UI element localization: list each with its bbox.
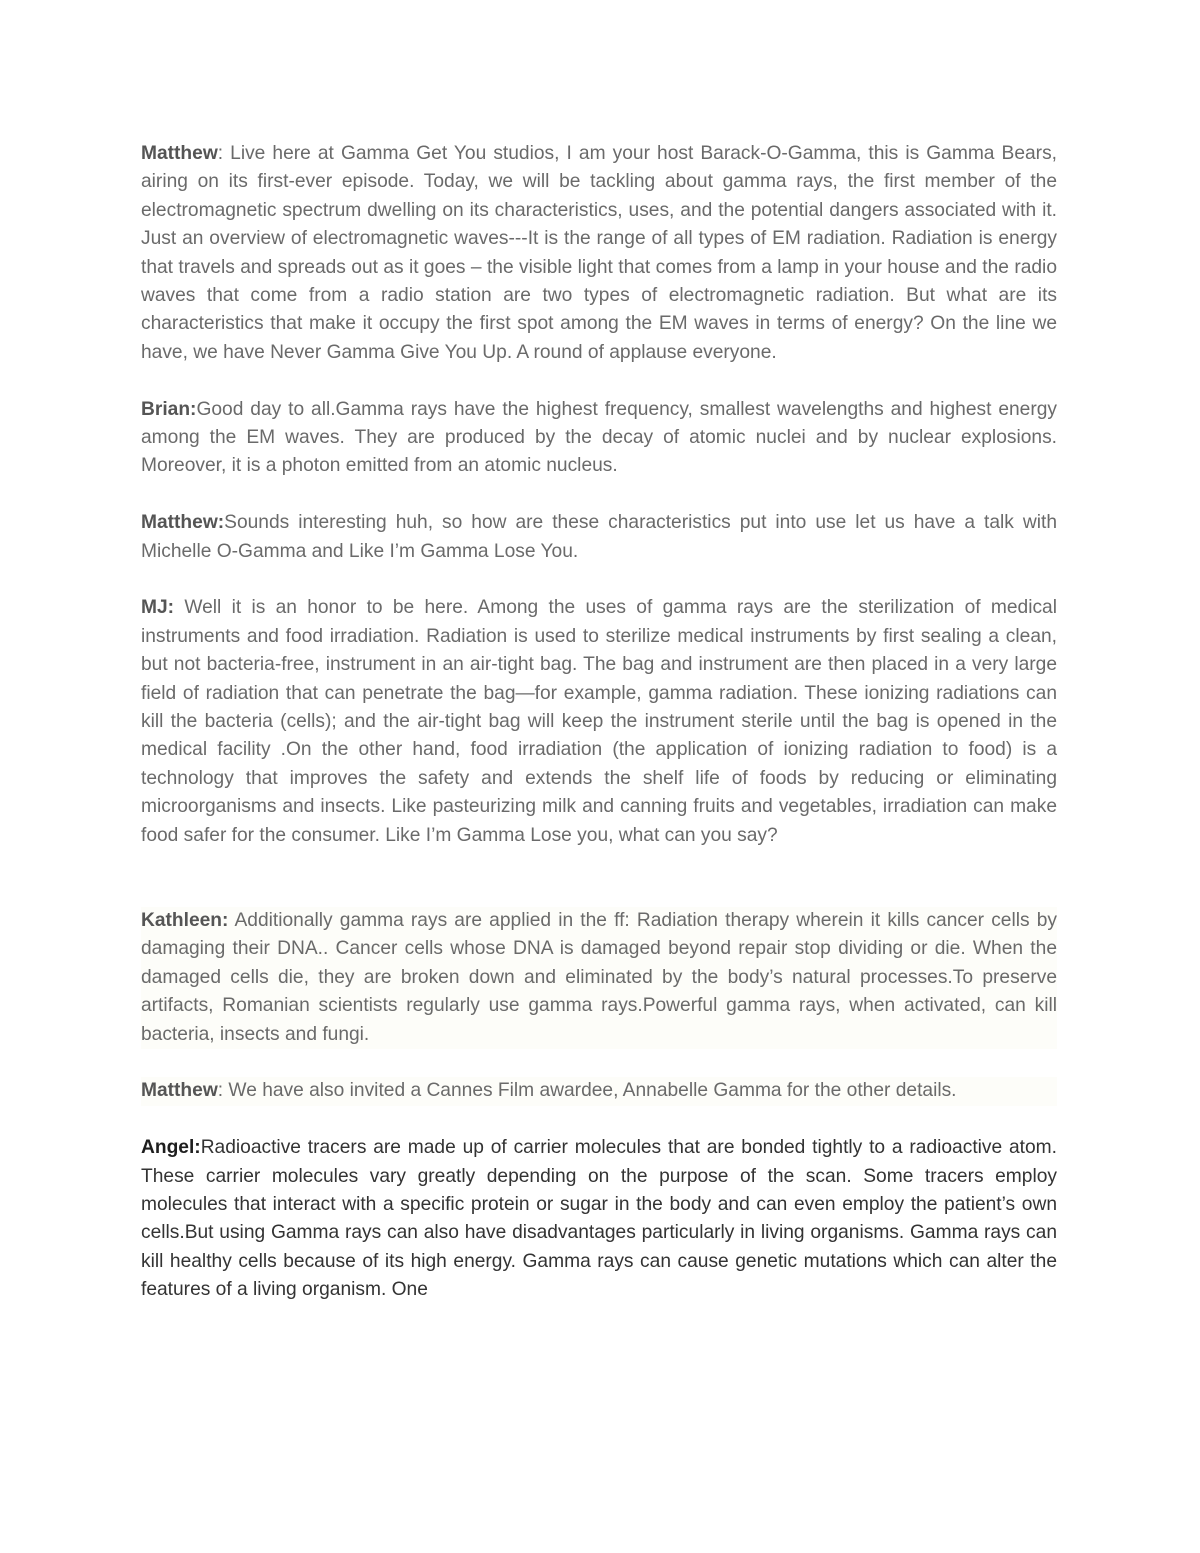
paragraph-spacer xyxy=(141,566,1057,594)
paragraph-matthew-question xyxy=(141,509,1057,566)
speaker-label: Kathleen: xyxy=(141,909,229,931)
paragraph-text: Good day to all.Gamma rays have the highest frequency, smallest wavelengths and highest energy among the EM waves. They are produced by the decay of atomic nuclei and by nuclear explosions. Moreover, it is a photon emitted from an atomic nucleus. xyxy=(141,398,1057,477)
paragraph-spacer xyxy=(141,850,1057,907)
speaker-separator: : xyxy=(217,1080,224,1102)
paragraph-text: Well it is an honor to be here. Among the uses of gamma rays are the sterilization of medical instruments and food irradiation. Radiation is used to sterilize medical instruments by first sealing a clean, but not bacteria-free, instrument in an air-tight bag. The bag and instrument are then placed in a very large field of radiation that can penetrate the bag—for example, gamma radiation. These ionizing radiations can kill the bacteria (cells); and the air-tight bag will keep the instrument sterile until the bag is opened in the medical facility .On the other hand, food irradiation (the application of ionizing radiation to food) is a technology that improves the safety and extends the shelf life of foods by reducing or eliminating microorganisms and insects. Like pasteurizing milk and canning fruits and vegetables, irradiation can make food safer for the consumer. Like I’m Gamma Lose you, what can you say? xyxy=(141,597,1057,846)
paragraph-text: Additionally gamma rays are applied in the ff: Radiation therapy wherein it kills cancer cells by damaging their DNA.. Cancer cells whose DNA is damaged beyond repair stop dividing or die. When the damaged cells die, they are broken down and eliminated by the body’s natural processes.To preserve artifacts, Romanian scientists regularly use gamma rays.Powerful gamma rays, when activated, can kill bacteria, insects and fungi. xyxy=(141,909,1057,1045)
paragraph-kathleen xyxy=(141,907,1057,1049)
paragraph-matthew-invite xyxy=(141,1077,1057,1105)
speaker-label: Angel: xyxy=(141,1137,201,1159)
paragraph-spacer xyxy=(141,367,1057,395)
document-page xyxy=(141,140,1057,1305)
paragraph-brian xyxy=(141,396,1057,481)
paragraph-text: Live here at Gamma Get You studios, I am your host Barack-O-Gamma, this is Gamma Bears, airing on its first-ever episode. Today, we will be tackling about gamma rays, the first member of the electromagnetic spectrum dwelling on its characteristics, uses, and the potential dangers associated with it. Just an overview of electromagnetic waves---It is the range of all types of EM radiation. Radiation is energy that travels and spreads out as it goes – the visible light that comes from a lamp in your house and the radio waves that come from a radio station are two types of electromagnetic radiation. But what are its characteristics that make it occupy the first spot among the EM waves in terms of energy? On the line we have, we have Never Gamma Give You Up. A round of applause everyone. xyxy=(141,143,1057,363)
speaker-label: MJ: xyxy=(141,597,175,619)
paragraph-angel xyxy=(141,1134,1057,1304)
speaker-label: Brian: xyxy=(141,398,197,420)
paragraph-matthew-intro xyxy=(141,140,1057,367)
paragraph-spacer xyxy=(141,481,1057,509)
paragraph-text: Radioactive tracers are made up of carrier molecules that are bonded tightly to a radioactive atom. These carrier molecules vary greatly depending on the purpose of the scan. Some tracers employ molecules that interact with a specific protein or sugar in the body and can even employ the patient’s own cells.But using Gamma rays can also have disadvantages particularly in living organisms. Gamma rays can kill healthy cells because of its high energy. Gamma rays can cause genetic mutations which can alter the features of a living organism. One xyxy=(141,1137,1057,1301)
speaker-label: Matthew: xyxy=(141,512,225,534)
speaker-separator: : xyxy=(217,143,224,164)
paragraph-spacer xyxy=(141,1049,1057,1077)
paragraph-spacer xyxy=(141,1106,1057,1134)
speaker-label: Matthew xyxy=(141,1080,218,1102)
paragraph-text: We have also invited a Cannes Film awardee, Annabelle Gamma for the other details. xyxy=(223,1080,957,1102)
paragraph-mj xyxy=(141,594,1057,850)
paragraph-text: Sounds interesting huh, so how are these characteristics put into use let us have a talk with Michelle O-Gamma and Like I’m Gamma Lose You. xyxy=(141,512,1057,562)
speaker-label: Matthew xyxy=(141,143,218,164)
